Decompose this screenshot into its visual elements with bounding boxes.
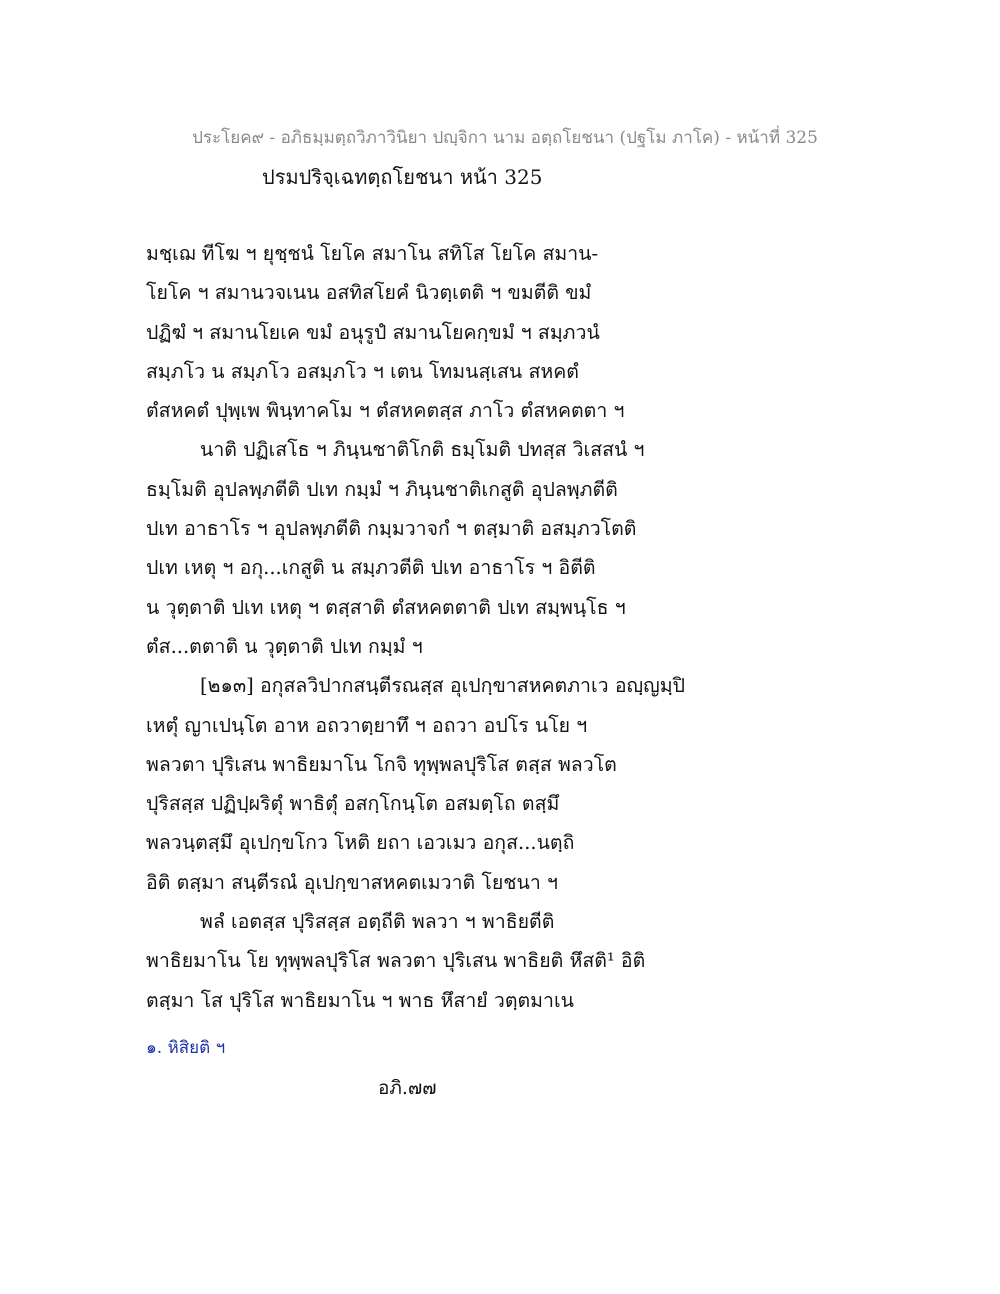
paragraph-start-line: พลํ เอตสฺส ปุริสสฺส อตฺถีติ พลวา ฯ พาธิยตีติ bbox=[200, 910, 555, 934]
text-line: ตํสหคตํ ปุพฺเพ พินฺทาคโม ฯ ตํสหคตสฺส ภาโว ตํสหคตตา ฯ bbox=[146, 399, 625, 423]
text-line: ปุริสสฺส ปฏิปฺผริตุํ พาธิตุํ อสกฺโกนฺโต อสมตฺโถ ตสฺมึ bbox=[146, 792, 560, 816]
body-text bbox=[146, 240, 686, 1026]
text-line: สมฺภโว น สมฺภโว อสมฺภโว ฯ เตน โทมนสฺเสน สหคตํ bbox=[146, 359, 579, 383]
paragraph-start-line: นาติ ปฏิเสโธ ฯ ภินฺนชาติโกติ ธมฺโมติ ปทสฺส วิเสสนํ ฯ bbox=[200, 438, 645, 462]
text-line: อิติ ตสฺมา สนฺตีรณํ อุเปกฺขาสหคตเมวาติ โยชนา ฯ bbox=[146, 870, 558, 894]
paragraph-start-line: [๒๑๓] อกุสลวิปากสนฺตีรณสฺส อุเปกฺขาสหคตภาเว อญฺญมฺปิ bbox=[200, 674, 685, 698]
text-line: พลวนฺตสฺมึ อุเปกฺขโกว โหติ ยถา เอวเมว อกุส...นตฺถิ bbox=[146, 831, 575, 855]
text-line: พาธิยมาโน โย ทุพฺพลปุริโส พลวตา ปุริเสน พาธิยติ หึสติ¹ อิติ bbox=[146, 949, 646, 973]
text-line: โยโค ฯ สมานวจเนน อสทิสโยคํ นิวตฺเตติ ฯ ขมตีติ ขมํ bbox=[146, 281, 592, 305]
text-line: ปเท อาธาโร ฯ อุปลพฺภตีติ กมฺมวาจกํ ฯ ตสฺมาติ อสมฺภวโตติ bbox=[146, 517, 637, 541]
running-header: ประโยค๙ - อภิธมฺมตฺถวิภาวินิยา ปญฺจิกา นาม อตฺถโยชนา (ปฐโม ภาโค) - หน้าที่ 325 bbox=[192, 128, 818, 148]
text-line: มชฺเฌ ทีโฆ ฯ ยุชฺชนํ โยโค สมาโน สทิโส โยโค สมาน- bbox=[146, 242, 599, 265]
section-title: ปรมปริจฺเฉทตฺถโยชนา หน้า 325 bbox=[262, 165, 543, 189]
page-marker: อภิ.๗๗ bbox=[378, 1077, 437, 1099]
text-line: ปเท เหตุ ฯ อกุ...เกสูติ น สมฺภวตีติ ปเท อาธาโร ฯ อิตีติ bbox=[146, 556, 596, 580]
text-line: พลวตา ปุริเสน พาธิยมาโน โกจิ ทุพฺพลปุริโส ตสฺส พลวโต bbox=[146, 752, 617, 776]
text-line: น วุตฺตาติ ปเท เหตุ ฯ ตสฺสาติ ตํสหคตตาติ ปเท สมฺพนฺโธ ฯ bbox=[146, 595, 626, 619]
text-line: ตสฺมา โส ปุริโส พาธิยมาโน ฯ พาธ หึสายํ วตฺตมาเน bbox=[146, 988, 574, 1012]
text-line: ธมฺโมติ อุปลพฺภตีติ ปเท กมฺมํ ฯ ภินฺนชาติเกสูติ อุปลพฺภตีติ bbox=[146, 477, 618, 501]
text-line: ตํส...ตตาติ น วุตฺตาติ ปเท กมฺมํ ฯ bbox=[146, 634, 423, 658]
text-line: ปฏิฆํ ฯ สมานโยเค ขมํ อนุรูปํ สมานโยคกฺขมํ ฯ สมฺภวนํ bbox=[146, 320, 600, 344]
footnote: ๑. หิสิยติ ฯ bbox=[146, 1038, 226, 1058]
text-line: เหตุํ ญาเปนฺโต อาห อถวาตฺยาทึ ฯ อถวา อปโร นโย ฯ bbox=[146, 713, 588, 737]
